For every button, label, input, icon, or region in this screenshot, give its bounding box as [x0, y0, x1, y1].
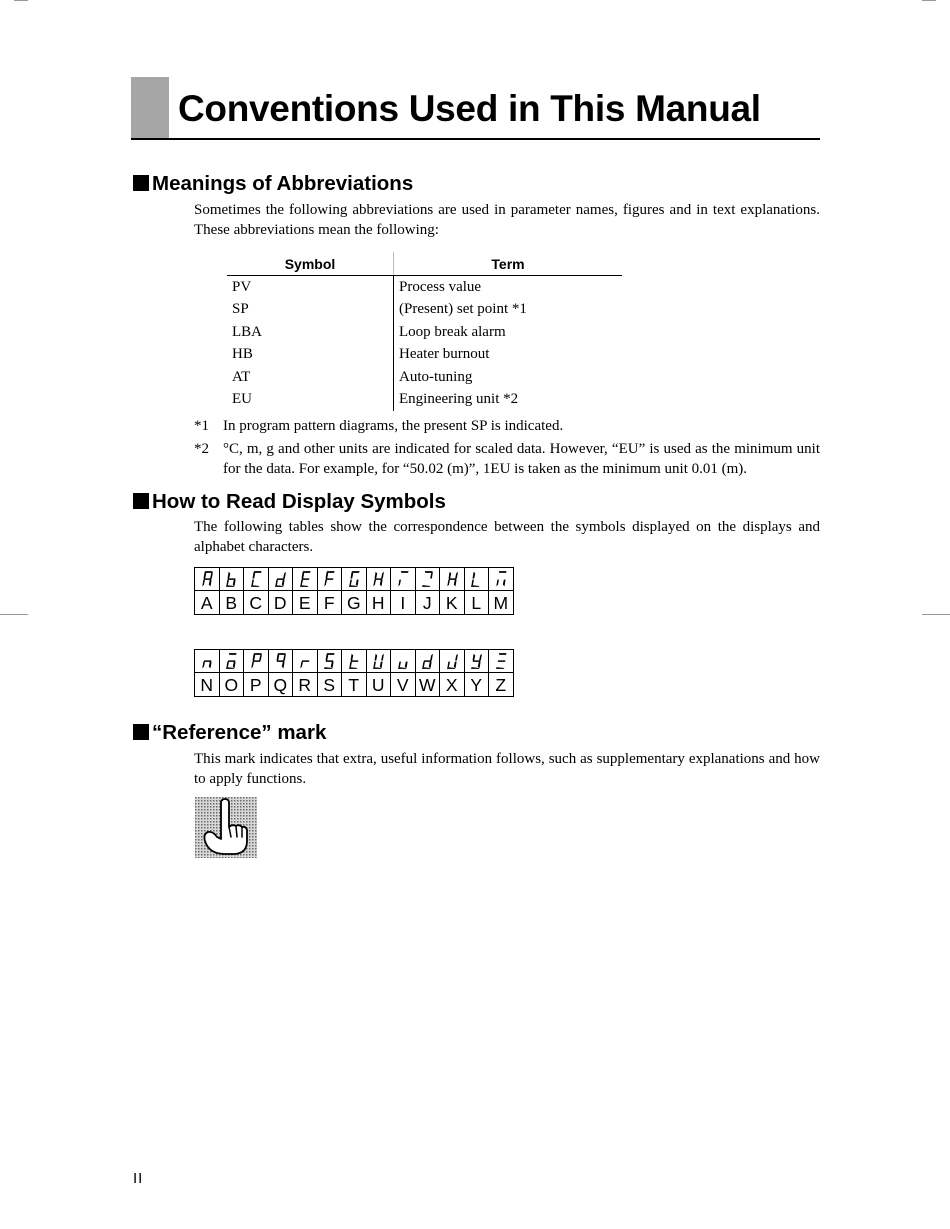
footnote-key: *1 — [194, 418, 209, 434]
segment-c — [233, 580, 236, 587]
segment-glyph-cell — [415, 650, 440, 673]
segment-b — [479, 654, 482, 661]
segment-g — [277, 578, 285, 580]
segment-c — [209, 662, 212, 669]
segment-c — [478, 662, 481, 669]
segment-b — [455, 654, 458, 661]
square-bullet-icon — [133, 493, 149, 509]
segment-f — [350, 654, 353, 661]
letter-cell: L — [464, 591, 489, 615]
segment-g — [301, 660, 309, 662]
segment-glyph-cell — [317, 568, 342, 591]
segment-e — [202, 662, 205, 669]
seven-segment-r-icon — [298, 652, 312, 670]
seven-segment-g-icon — [347, 570, 361, 588]
seven-segment-q-icon — [273, 652, 287, 670]
seven-segment-s-icon — [322, 652, 336, 670]
seven-segment-b-icon — [224, 570, 238, 588]
seven-segment-t-icon — [347, 652, 361, 670]
crop-mark-top-right — [922, 0, 936, 1]
letter-cell: A — [195, 591, 220, 615]
segment-glyph-cell — [195, 568, 220, 591]
title-accent-bar — [131, 77, 169, 139]
letter-cell: S — [317, 673, 342, 697]
segment-c — [331, 662, 334, 669]
letter-cell: C — [244, 591, 269, 615]
segment-g — [228, 660, 236, 662]
footnote-1 — [194, 416, 820, 436]
segment-c — [429, 662, 432, 669]
seven-segment-j-icon — [420, 570, 434, 588]
segment-a — [254, 571, 262, 573]
seven-segment-u-icon — [371, 652, 385, 670]
segment-glyph-cell — [342, 568, 367, 591]
seven-segment-v-icon — [396, 652, 410, 670]
segment-glyph-cell — [195, 650, 220, 673]
segment-a — [327, 571, 335, 573]
footnote-text: In program pattern diagrams, the present SP is indicated. — [223, 418, 564, 434]
segment-a — [254, 653, 262, 655]
square-bullet-icon — [133, 724, 149, 740]
segment-glyph-cell — [342, 650, 367, 673]
segment-a — [499, 571, 507, 573]
letter-cell: I — [391, 591, 416, 615]
segment-f — [228, 572, 231, 579]
display-symbols-intro: The following tables show the correspondence between the symbols displayed on the displays and alphabet characters. — [194, 519, 820, 555]
symbol-cell: LBA — [232, 323, 262, 340]
table-row — [227, 344, 622, 367]
segment-glyph-cell — [317, 650, 342, 673]
letter-row — [195, 591, 514, 615]
segment-a — [205, 571, 213, 573]
square-bullet-icon — [133, 175, 149, 191]
term-cell: Auto-tuning — [394, 366, 623, 389]
segment-glyph-cell — [366, 650, 391, 673]
letter-cell: Z — [489, 673, 514, 697]
segment-e — [202, 580, 205, 587]
seven-segment-i-icon — [396, 570, 410, 588]
title-underline — [131, 138, 820, 140]
letter-cell: X — [440, 673, 465, 697]
seven-segment-a-icon — [200, 570, 214, 588]
segment-glyph-cell — [489, 650, 514, 673]
segment-a — [499, 653, 507, 655]
segment-glyph-cell — [489, 568, 514, 591]
segment-g — [326, 578, 334, 580]
term-cell: Loop break alarm — [394, 321, 623, 344]
seven-segment-k-icon — [445, 570, 459, 588]
segment-b — [381, 654, 384, 661]
table-row — [227, 389, 622, 412]
abbreviations-table — [227, 252, 622, 411]
seven-segment-d-icon — [273, 570, 287, 588]
segment-d — [422, 585, 430, 587]
seven-segment-m-icon — [494, 570, 508, 588]
segment-e — [447, 580, 450, 587]
pointing-hand-icon — [195, 797, 257, 858]
crop-mark-mid-left — [0, 614, 28, 615]
segment-glyph-cell — [440, 650, 465, 673]
segment-glyph-cell — [440, 568, 465, 591]
segment-c — [503, 580, 506, 587]
letter-cell: B — [219, 591, 244, 615]
term-cell: Engineering unit *2 — [394, 389, 623, 412]
table-row — [227, 276, 622, 299]
segment-e — [325, 580, 328, 587]
seven-segment-z-icon — [494, 652, 508, 670]
symbol-cell: HB — [232, 346, 253, 363]
segment-f — [473, 654, 476, 661]
seven-segment-f-icon — [322, 570, 336, 588]
segment-glyph-cell — [464, 568, 489, 591]
seven-segment-row — [195, 568, 514, 591]
segment-glyph-cell — [293, 568, 318, 591]
symbol-cell: PV — [232, 278, 252, 295]
segment-a — [327, 653, 335, 655]
segment-glyph-cell — [366, 568, 391, 591]
segment-glyph-cell — [268, 568, 293, 591]
segment-c — [209, 580, 212, 587]
seven-segment-p-icon — [249, 652, 263, 670]
segment-g — [424, 660, 432, 662]
segment-glyph-cell — [464, 650, 489, 673]
seven-segment-c-icon — [249, 570, 263, 588]
segment-glyph-cell — [244, 568, 269, 591]
page-number: II — [133, 1170, 144, 1187]
segment-e — [374, 580, 377, 587]
letter-cell: V — [391, 673, 416, 697]
segment-glyph-cell — [391, 568, 416, 591]
segment-glyph-cell — [219, 568, 244, 591]
segment-c — [282, 662, 285, 669]
letter-cell: K — [440, 591, 465, 615]
segment-glyph-cell — [293, 650, 318, 673]
letter-cell: F — [317, 591, 342, 615]
segment-f — [448, 572, 451, 579]
segment-b — [381, 572, 384, 579]
segment-e — [496, 580, 499, 587]
footnote-text: °C, m, g and other units are indicated for scaled data. However, “EU” is used as the minimum unit for the data. For example, for “50.02 (m)”, 1EU is taken as the minimum unit 0.01 (m). — [223, 441, 820, 477]
segment-g — [350, 660, 358, 662]
segment-e — [398, 580, 401, 587]
segment-glyph-cell — [219, 650, 244, 673]
letter-cell: W — [415, 673, 440, 697]
segment-g — [301, 578, 309, 580]
segment-c — [405, 662, 408, 669]
seven-segment-row — [195, 650, 514, 673]
segment-c — [356, 580, 359, 587]
section-heading-reference-mark: “Reference” mark — [133, 721, 326, 745]
segment-glyph-cell — [244, 650, 269, 673]
segment-c — [233, 662, 236, 669]
seven-segment-e-icon — [298, 570, 312, 588]
table-row — [227, 321, 622, 344]
letter-cell: D — [268, 591, 293, 615]
term-cell: Heater burnout — [394, 344, 623, 367]
column-header-term: Term — [394, 252, 623, 276]
seven-segment-x-icon — [445, 652, 459, 670]
segment-e — [251, 662, 254, 669]
segment-g — [203, 660, 211, 662]
term-cell: (Present) set point *1 — [394, 299, 623, 322]
letter-cell: O — [219, 673, 244, 697]
footnote-2 — [194, 439, 820, 479]
section-heading-display-symbols: How to Read Display Symbols — [133, 490, 446, 514]
segment-g — [326, 660, 334, 662]
letter-cell: J — [415, 591, 440, 615]
segment-c — [282, 580, 285, 587]
segment-glyph-cell — [268, 650, 293, 673]
column-header-symbol: Symbol — [227, 252, 394, 276]
letter-row — [195, 673, 514, 697]
letter-cell: N — [195, 673, 220, 697]
segment-g — [252, 660, 260, 662]
symbol-cell: AT — [232, 368, 251, 385]
display-symbols-table-n-z — [194, 649, 514, 697]
segment-d — [324, 667, 332, 669]
segment-d — [471, 667, 479, 669]
letter-cell: P — [244, 673, 269, 697]
table-row — [227, 366, 622, 389]
footnote-key: *2 — [194, 441, 209, 457]
letter-cell: G — [342, 591, 367, 615]
segment-a — [425, 571, 433, 573]
segment-c — [454, 580, 457, 587]
letter-cell: E — [293, 591, 318, 615]
letter-cell: U — [366, 673, 391, 697]
segment-g — [375, 578, 383, 580]
section-heading-abbreviations: Meanings of Abbreviations — [133, 172, 413, 196]
segment-f — [473, 572, 476, 579]
segment-g — [203, 578, 211, 580]
segment-a — [352, 571, 360, 573]
segment-a — [278, 653, 286, 655]
segment-b — [430, 654, 433, 661]
crop-mark-mid-right — [922, 614, 950, 615]
crop-mark-top-left — [14, 0, 28, 1]
reference-mark-intro: This mark indicates that extra, useful information follows, such as supplementary explanations and how to apply functions. — [194, 751, 820, 787]
term-cell: Process value — [394, 276, 623, 299]
segment-c — [454, 662, 457, 669]
segment-glyph-cell — [415, 568, 440, 591]
seven-segment-l-icon — [469, 570, 483, 588]
segment-b — [455, 572, 458, 579]
seven-segment-w-icon — [420, 652, 434, 670]
display-symbols-table-a-m — [194, 567, 514, 615]
segment-a — [303, 571, 311, 573]
segment-b — [283, 572, 286, 579]
letter-cell: Q — [268, 673, 293, 697]
seven-segment-h-icon — [371, 570, 385, 588]
seven-segment-y-icon — [469, 652, 483, 670]
letter-cell: H — [366, 591, 391, 615]
letter-cell: M — [489, 591, 514, 615]
letter-cell: Y — [464, 673, 489, 697]
segment-g — [473, 660, 481, 662]
symbol-cell: EU — [232, 391, 252, 408]
letter-cell: T — [342, 673, 367, 697]
segment-c — [380, 662, 383, 669]
segment-f — [375, 654, 378, 661]
segment-glyph-cell — [391, 650, 416, 673]
segment-g — [448, 578, 456, 580]
segment-g — [277, 660, 285, 662]
segment-d — [496, 667, 504, 669]
segment-f — [375, 572, 378, 579]
abbreviations-intro: Sometimes the following abbreviations are used in parameter names, figures and in text explanations. These abbreviations mean the following: — [194, 202, 820, 238]
segment-c — [380, 580, 383, 587]
segment-e — [300, 662, 303, 669]
segment-g — [228, 578, 236, 580]
seven-segment-n-icon — [200, 652, 214, 670]
symbol-cell: SP — [232, 301, 249, 318]
seven-segment-o-icon — [224, 652, 238, 670]
letter-cell: R — [293, 673, 318, 697]
segment-a — [401, 571, 409, 573]
page-title: Conventions Used in This Manual — [178, 88, 761, 129]
table-row — [227, 299, 622, 322]
segment-a — [229, 653, 237, 655]
segment-g — [497, 660, 505, 662]
